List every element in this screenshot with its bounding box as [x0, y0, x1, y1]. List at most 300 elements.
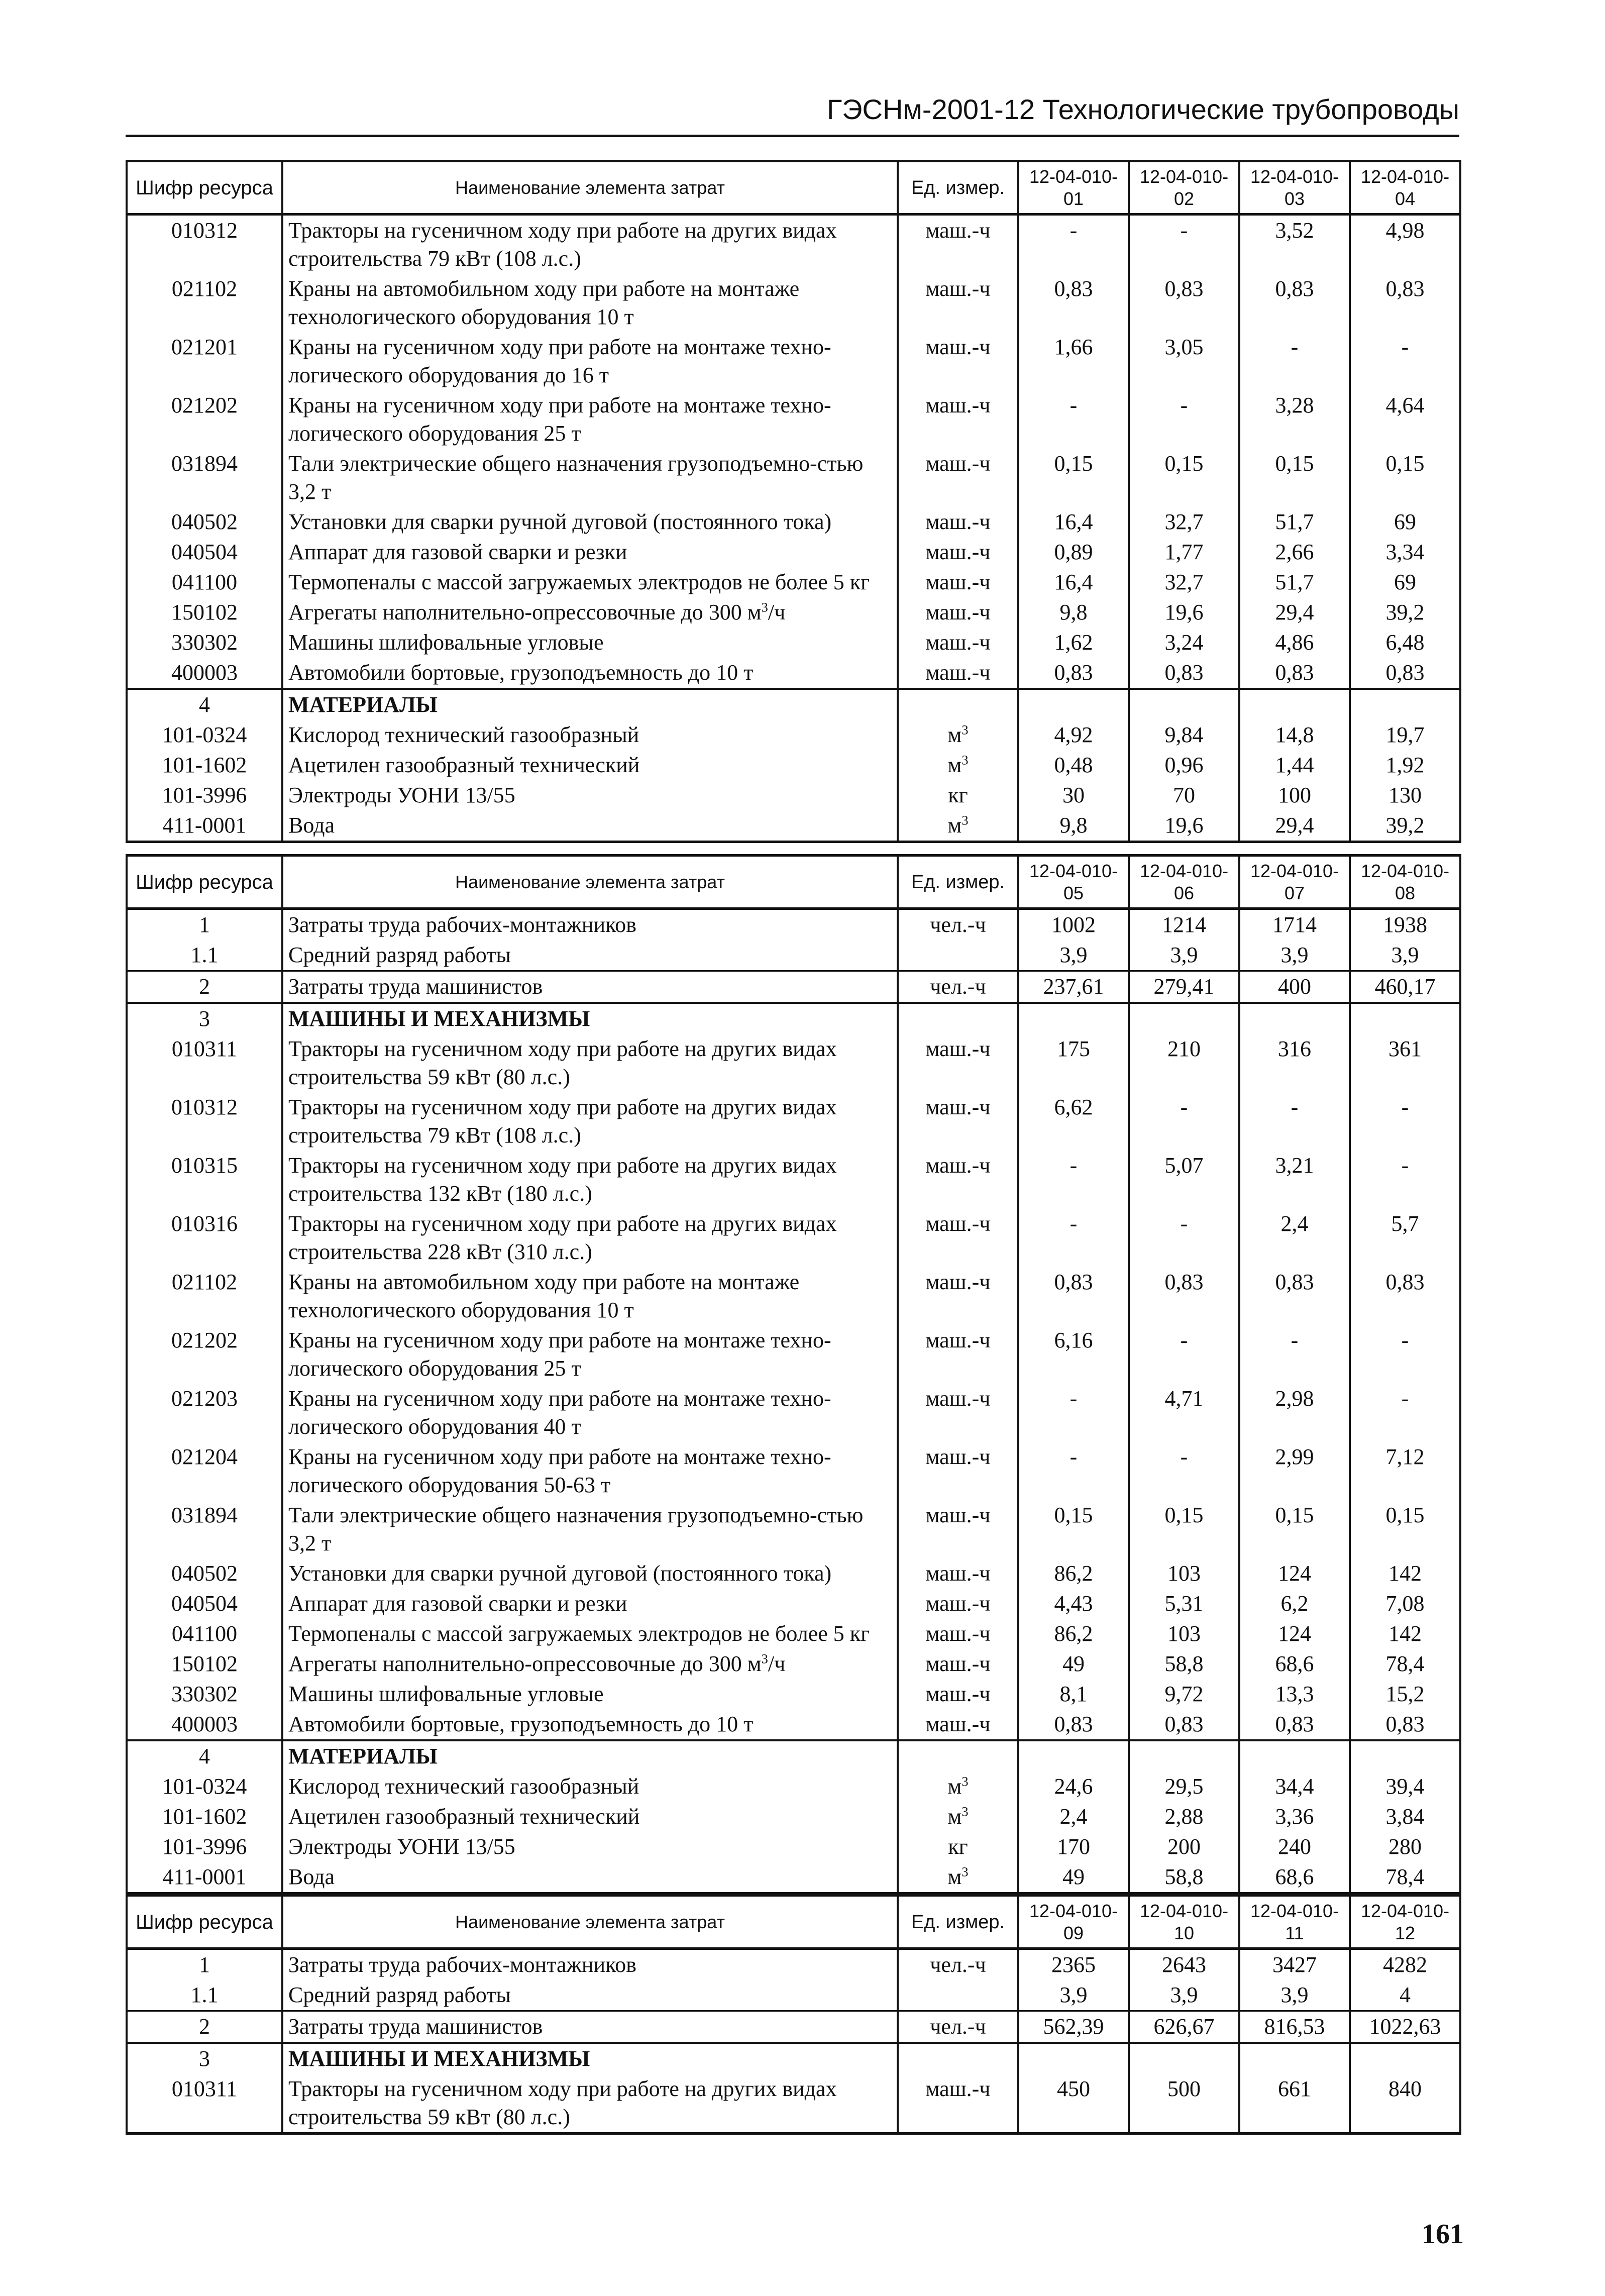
resource-code: 040504	[127, 537, 282, 567]
norm-value: 3,21	[1239, 1151, 1350, 1209]
norm-value: 39,4	[1350, 1771, 1460, 1802]
code-column-header: Шифр ресурса	[127, 1896, 282, 1949]
name-text: Краны на гусеничном ходу при работе на монтаже техно-логического оборудования до 16 т	[288, 335, 831, 387]
name-text: Тали электрические общего назначения грузоподъемно-стью 3,2 т	[288, 451, 864, 504]
unit	[898, 449, 1018, 507]
section-title	[282, 1003, 898, 1034]
norm-value: 4,64	[1350, 390, 1460, 449]
unit-text: кг	[948, 783, 968, 807]
cost-element-name	[282, 567, 898, 597]
resource-code: 040502	[127, 507, 282, 537]
table-header-row	[127, 1896, 1460, 1949]
unit-superscript: 3	[961, 1804, 969, 1819]
norm-value: -	[1018, 1384, 1129, 1442]
unit-text: м	[947, 813, 962, 838]
unit	[898, 1558, 1018, 1589]
name-text: Автомобили бортовые, грузоподъемность до 10 т	[288, 660, 754, 685]
norm-value: 51,7	[1239, 567, 1350, 597]
unit	[898, 332, 1018, 390]
unit-superscript: 3	[961, 1864, 969, 1880]
page-header: ГЭСНм-2001-12 Технологические трубопроводы	[126, 95, 1459, 137]
norm-value	[1129, 2043, 1239, 2074]
norm-value: 29,4	[1239, 810, 1350, 842]
norm-value: 562,39	[1018, 2011, 1129, 2043]
norm-value: 2,88	[1129, 1802, 1239, 1832]
cost-element-name	[282, 2074, 898, 2134]
norm-value: 6,2	[1239, 1589, 1350, 1619]
norm-value: 2643	[1129, 1949, 1239, 1980]
norm-code-header: 12-04-010-11	[1239, 1896, 1350, 1949]
unit	[898, 2043, 1018, 2074]
norm-value: 500	[1129, 2074, 1239, 2134]
unit-text: маш.-ч	[925, 1153, 991, 1178]
resource-code: 010315	[127, 1151, 282, 1209]
norm-value	[1350, 1740, 1460, 1771]
resource-code: 040504	[127, 1589, 282, 1619]
table-row	[127, 1679, 1460, 1709]
norm-value: 1002	[1018, 909, 1129, 941]
norm-code-header: 12-04-010-08	[1350, 856, 1460, 909]
resource-code: 1	[127, 909, 282, 941]
resource-code: 4	[127, 1740, 282, 1771]
cost-element-name	[282, 971, 898, 1003]
norm-value: 58,8	[1129, 1862, 1239, 1894]
norm-value: 24,6	[1018, 1771, 1129, 1802]
resource-code: 031894	[127, 1500, 282, 1558]
unit	[898, 537, 1018, 567]
norm-value: 0,83	[1239, 274, 1350, 332]
norm-value: 32,7	[1129, 507, 1239, 537]
unit-text: маш.-ч	[925, 1211, 991, 1236]
norm-value: 7,08	[1350, 1589, 1460, 1619]
unit	[898, 1862, 1018, 1894]
norm-value: 4	[1350, 1980, 1460, 2011]
norm-value: 142	[1350, 1619, 1460, 1649]
cost-element-name	[282, 390, 898, 449]
cost-element-name	[282, 1589, 898, 1619]
norm-value: 2,66	[1239, 537, 1350, 567]
norm-value: -	[1129, 1325, 1239, 1384]
norm-value: 19,6	[1129, 810, 1239, 842]
norm-value: 34,4	[1239, 1771, 1350, 1802]
unit	[898, 1619, 1018, 1649]
name-text: МАШИНЫ И МЕХАНИЗМЫ	[288, 2046, 590, 2071]
resource-code: 101-3996	[127, 1832, 282, 1862]
norm-value: 240	[1239, 1832, 1350, 1862]
resource-code: 3	[127, 2043, 282, 2074]
cost-element-name	[282, 750, 898, 780]
norm-value: 460,17	[1350, 971, 1460, 1003]
unit-text: маш.-ч	[925, 1561, 991, 1586]
unit	[898, 215, 1018, 274]
resource-code: 021201	[127, 332, 282, 390]
resource-code: 2	[127, 2011, 282, 2043]
cost-element-name	[282, 1384, 898, 1442]
name-text: Агрегаты наполнительно-опрессовочные до 300 м	[288, 1651, 762, 1676]
cost-element-name	[282, 1209, 898, 1267]
norm-code-header: 12-04-010-09	[1018, 1896, 1129, 1949]
resource-code: 021203	[127, 1384, 282, 1442]
norm-value	[1018, 1740, 1129, 1771]
norm-value: 0,15	[1129, 1500, 1239, 1558]
norm-value: -	[1129, 390, 1239, 449]
section-row	[127, 1003, 1460, 1034]
resource-code: 150102	[127, 597, 282, 628]
name-text: Кислород технический газообразный	[288, 722, 639, 747]
norm-value	[1018, 689, 1129, 720]
norm-value: 15,2	[1350, 1679, 1460, 1709]
unit-text: чел.-ч	[930, 974, 986, 999]
name-text: Установки для сварки ручной дуговой (постоянного тока)	[288, 509, 832, 534]
norm-value: 4,98	[1350, 215, 1460, 274]
norm-value: -	[1350, 1325, 1460, 1384]
unit-text: маш.-ч	[925, 451, 991, 476]
resource-code: 101-0324	[127, 1771, 282, 1802]
name-text: МАТЕРИАЛЫ	[288, 692, 438, 717]
table-row	[127, 1151, 1460, 1209]
unit	[898, 567, 1018, 597]
name-text: Затраты труда машинистов	[288, 974, 543, 999]
table-row	[127, 274, 1460, 332]
cost-element-name	[282, 658, 898, 689]
unit	[898, 1589, 1018, 1619]
unit-text: м	[947, 1774, 962, 1799]
name-text: МАШИНЫ И МЕХАНИЗМЫ	[288, 1006, 590, 1031]
name-text: Затраты труда рабочих-монтажников	[288, 1952, 636, 1977]
resource-code: 010311	[127, 2074, 282, 2134]
table-header-row	[127, 856, 1460, 909]
norm-value: 3,9	[1129, 940, 1239, 971]
norm-value: 661	[1239, 2074, 1350, 2134]
resource-code: 041100	[127, 1619, 282, 1649]
norm-value: 0,15	[1239, 449, 1350, 507]
cost-element-name	[282, 537, 898, 567]
norm-code-header: 12-04-010-03	[1239, 161, 1350, 215]
norm-value: 0,15	[1018, 449, 1129, 507]
name-text: Ацетилен газообразный технический	[288, 753, 640, 777]
unit-text: маш.-ч	[925, 1591, 991, 1616]
unit-text: маш.-ч	[925, 393, 991, 418]
norm-value: 0,83	[1239, 1709, 1350, 1740]
name-text: Аппарат для газовой сварки и резки	[288, 540, 627, 564]
unit	[898, 2074, 1018, 2134]
table-row	[127, 750, 1460, 780]
name-text: Тракторы на гусеничном ходу при работе на других видах строительства 132 кВт (180 л.с.)	[288, 1153, 837, 1206]
norm-value: 51,7	[1239, 507, 1350, 537]
cost-element-name	[282, 720, 898, 750]
resource-table-3	[126, 1894, 1461, 2135]
norm-value: 1,92	[1350, 750, 1460, 780]
norm-value: 16,4	[1018, 507, 1129, 537]
norm-value: 9,8	[1018, 597, 1129, 628]
norm-value: 19,6	[1129, 597, 1239, 628]
norm-value	[1018, 1003, 1129, 1034]
name-text: Ацетилен газообразный технический	[288, 1804, 640, 1829]
unit-text: маш.-ч	[925, 570, 991, 594]
norm-value: 29,5	[1129, 1771, 1239, 1802]
norm-value: 3,9	[1239, 940, 1350, 971]
norm-value	[1129, 1003, 1239, 1034]
norm-value: 5,7	[1350, 1209, 1460, 1267]
norm-value: 68,6	[1239, 1862, 1350, 1894]
norm-value: 4,71	[1129, 1384, 1239, 1442]
norm-value: 3,34	[1350, 537, 1460, 567]
norm-value: 210	[1129, 1034, 1239, 1092]
norm-value: -	[1129, 1092, 1239, 1151]
norm-value	[1239, 2043, 1350, 2074]
norm-code-header: 12-04-010-01	[1018, 161, 1129, 215]
table-row	[127, 1092, 1460, 1151]
resource-code: 010312	[127, 215, 282, 274]
unit	[898, 1034, 1018, 1092]
table-row	[127, 1771, 1460, 1802]
norm-value: 4,86	[1239, 628, 1350, 658]
norm-value: 68,6	[1239, 1649, 1350, 1679]
norm-code-header: 12-04-010-07	[1239, 856, 1350, 909]
norm-value: 2,4	[1018, 1802, 1129, 1832]
code-column-header: Шифр ресурса	[127, 161, 282, 215]
unit-text: маш.-ч	[925, 660, 991, 685]
norm-value: 6,16	[1018, 1325, 1129, 1384]
norm-value: -	[1018, 1151, 1129, 1209]
cost-element-name	[282, 1709, 898, 1740]
cost-element-name	[282, 1832, 898, 1862]
norm-value: 9,84	[1129, 720, 1239, 750]
norm-value	[1239, 1740, 1350, 1771]
unit-text: маш.-ч	[925, 2076, 991, 2101]
name-text: Тракторы на гусеничном ходу при работе на других видах строительства 79 кВт (108 л.с.)	[288, 218, 837, 271]
cost-element-name	[282, 1092, 898, 1151]
resource-code: 150102	[127, 1649, 282, 1679]
norm-value: 0,83	[1129, 274, 1239, 332]
unit	[898, 2011, 1018, 2043]
norm-value: 2,4	[1239, 1209, 1350, 1267]
name-text: Электроды УОНИ 13/55	[288, 1834, 515, 1859]
cost-element-name	[282, 449, 898, 507]
unit-text: маш.-ч	[925, 1270, 991, 1294]
name-text: Агрегаты наполнительно-опрессовочные до 300 м	[288, 600, 762, 624]
table-row	[127, 1980, 1460, 2011]
norm-value: -	[1018, 390, 1129, 449]
name-text: Тракторы на гусеничном ходу при работе на других видах строительства 59 кВт (80 л.с.)	[288, 1036, 837, 1089]
table-row	[127, 909, 1460, 941]
resource-code: 101-0324	[127, 720, 282, 750]
code-column-header: Шифр ресурса	[127, 856, 282, 909]
norm-value: 4282	[1350, 1949, 1460, 1980]
norm-value: -	[1239, 1092, 1350, 1151]
unit	[898, 1442, 1018, 1500]
section-row	[127, 689, 1460, 720]
norm-value: -	[1239, 1325, 1350, 1384]
resource-code: 411-0001	[127, 1862, 282, 1894]
table-row	[127, 1862, 1460, 1894]
section-row	[127, 2043, 1460, 2074]
norm-value: 5,07	[1129, 1151, 1239, 1209]
resource-code: 4	[127, 689, 282, 720]
unit-text: м	[947, 1864, 962, 1889]
cost-element-name	[282, 507, 898, 537]
cost-element-name	[282, 1442, 898, 1500]
cost-element-name	[282, 332, 898, 390]
unit	[898, 1980, 1018, 2011]
norm-value: -	[1350, 1151, 1460, 1209]
norm-value: 19,7	[1350, 720, 1460, 750]
name-superscript: 3	[761, 599, 768, 615]
name-text: Средний разряд работы	[288, 1982, 511, 2007]
norm-value: 100	[1239, 780, 1350, 810]
section-row	[127, 1740, 1460, 1771]
cost-element-name	[282, 1500, 898, 1558]
unit	[898, 1709, 1018, 1740]
norm-value: 400	[1239, 971, 1350, 1003]
norm-value	[1239, 689, 1350, 720]
cost-element-name	[282, 909, 898, 941]
norm-code-header: 12-04-010-12	[1350, 1896, 1460, 1949]
name-text: Затраты труда рабочих-монтажников	[288, 912, 636, 937]
norm-value: 3,24	[1129, 628, 1239, 658]
name-text: Краны на гусеничном ходу при работе на монтаже техно-логического оборудования 40 т	[288, 1386, 831, 1439]
norm-value: 78,4	[1350, 1649, 1460, 1679]
resource-code: 101-1602	[127, 750, 282, 780]
resource-code: 101-3996	[127, 780, 282, 810]
unit-column-header: Ед. измер.	[898, 856, 1018, 909]
unit	[898, 628, 1018, 658]
cost-element-name	[282, 940, 898, 971]
unit	[898, 720, 1018, 750]
resource-code: 021102	[127, 1267, 282, 1325]
table-row	[127, 1619, 1460, 1649]
name-text: Краны на гусеничном ходу при работе на монтаже техно-логического оборудования 25 т	[288, 393, 831, 446]
unit-text: чел.-ч	[930, 2014, 986, 2039]
norm-value: 3427	[1239, 1949, 1350, 1980]
norm-value: 3,28	[1239, 390, 1350, 449]
table-row	[127, 1832, 1460, 1862]
name-text: Краны на автомобильном ходу при работе на монтаже технологического оборудования 10 т	[288, 1270, 800, 1322]
unit	[898, 1771, 1018, 1802]
unit-text: маш.-ч	[925, 218, 991, 243]
unit	[898, 1151, 1018, 1209]
norm-value: 0,83	[1018, 274, 1129, 332]
resource-code: 040502	[127, 1558, 282, 1589]
table-row	[127, 1802, 1460, 1832]
table-header-row	[127, 161, 1460, 215]
norm-code-header: 12-04-010-04	[1350, 161, 1460, 215]
norm-value: 1,77	[1129, 537, 1239, 567]
table-row	[127, 658, 1460, 689]
name-text: Тракторы на гусеничном ходу при работе на других видах строительства 59 кВт (80 л.с.)	[288, 2076, 837, 2129]
name-text: МАТЕРИАЛЫ	[288, 1744, 438, 1768]
cost-element-name	[282, 628, 898, 658]
unit	[898, 1649, 1018, 1679]
table-row	[127, 1209, 1460, 1267]
table-row	[127, 971, 1460, 1003]
norm-value: 0,83	[1129, 1709, 1239, 1740]
norm-value: -	[1018, 1209, 1129, 1267]
unit-text: маш.-ч	[925, 276, 991, 301]
norm-value: 0,83	[1018, 1709, 1129, 1740]
norm-value: 1,44	[1239, 750, 1350, 780]
unit	[898, 909, 1018, 941]
norm-value: 8,1	[1018, 1679, 1129, 1709]
table-row	[127, 2011, 1460, 2043]
norm-value: 30	[1018, 780, 1129, 810]
unit-superscript: 3	[961, 752, 969, 768]
norm-value: 170	[1018, 1832, 1129, 1862]
norm-value: 1938	[1350, 909, 1460, 941]
norm-value: 0,15	[1350, 449, 1460, 507]
unit-text: маш.-ч	[925, 1386, 991, 1411]
norm-value	[1350, 2043, 1460, 2074]
unit-text: маш.-ч	[925, 509, 991, 534]
table-row	[127, 507, 1460, 537]
norm-value: 0,83	[1018, 658, 1129, 689]
table-row	[127, 597, 1460, 628]
norm-value: 49	[1018, 1862, 1129, 1894]
norm-value: 0,83	[1018, 1267, 1129, 1325]
unit	[898, 1384, 1018, 1442]
name-text: Автомобили бортовые, грузоподъемность до 10 т	[288, 1712, 754, 1736]
norm-value: 816,53	[1239, 2011, 1350, 2043]
norm-value: 0,83	[1129, 1267, 1239, 1325]
unit-text: маш.-ч	[925, 335, 991, 359]
norm-code-header: 12-04-010-10	[1129, 1896, 1239, 1949]
cost-element-name	[282, 1619, 898, 1649]
norm-value: -	[1350, 1384, 1460, 1442]
norm-value: 280	[1350, 1832, 1460, 1862]
unit	[898, 1209, 1018, 1267]
unit-text: маш.-ч	[925, 630, 991, 655]
table-row	[127, 1949, 1460, 1980]
norm-value: 0,83	[1350, 1267, 1460, 1325]
unit	[898, 810, 1018, 842]
table-row	[127, 537, 1460, 567]
table-row	[127, 628, 1460, 658]
norm-value: 237,61	[1018, 971, 1129, 1003]
cost-element-name	[282, 2011, 898, 2043]
resource-table-1	[126, 160, 1461, 843]
cost-element-name	[282, 780, 898, 810]
table-row	[127, 567, 1460, 597]
cost-element-name	[282, 1267, 898, 1325]
resource-code: 010311	[127, 1034, 282, 1092]
name-superscript: 3	[761, 1651, 768, 1666]
cost-element-name	[282, 274, 898, 332]
norm-value: 49	[1018, 1649, 1129, 1679]
name-text: Аппарат для газовой сварки и резки	[288, 1591, 627, 1616]
unit	[898, 597, 1018, 628]
unit	[898, 507, 1018, 537]
table-row	[127, 215, 1460, 274]
unit-text: маш.-ч	[925, 1503, 991, 1527]
page-number: 161	[1422, 2219, 1464, 2250]
unit	[898, 1802, 1018, 1832]
norm-value: 0,15	[1239, 1500, 1350, 1558]
norm-value	[1018, 2043, 1129, 2074]
unit-text: м	[947, 1804, 962, 1829]
norm-value: 0,15	[1018, 1500, 1129, 1558]
unit	[898, 689, 1018, 720]
norm-value: 0,83	[1350, 274, 1460, 332]
name-suffix: /ч	[768, 1651, 786, 1676]
table-row	[127, 2074, 1460, 2134]
norm-value: 626,67	[1129, 2011, 1239, 2043]
norm-value: 0,89	[1018, 537, 1129, 567]
resource-code: 041100	[127, 567, 282, 597]
unit	[898, 390, 1018, 449]
unit-text: маш.-ч	[925, 1095, 991, 1119]
section-title	[282, 1740, 898, 1771]
resource-code: 010316	[127, 1209, 282, 1267]
